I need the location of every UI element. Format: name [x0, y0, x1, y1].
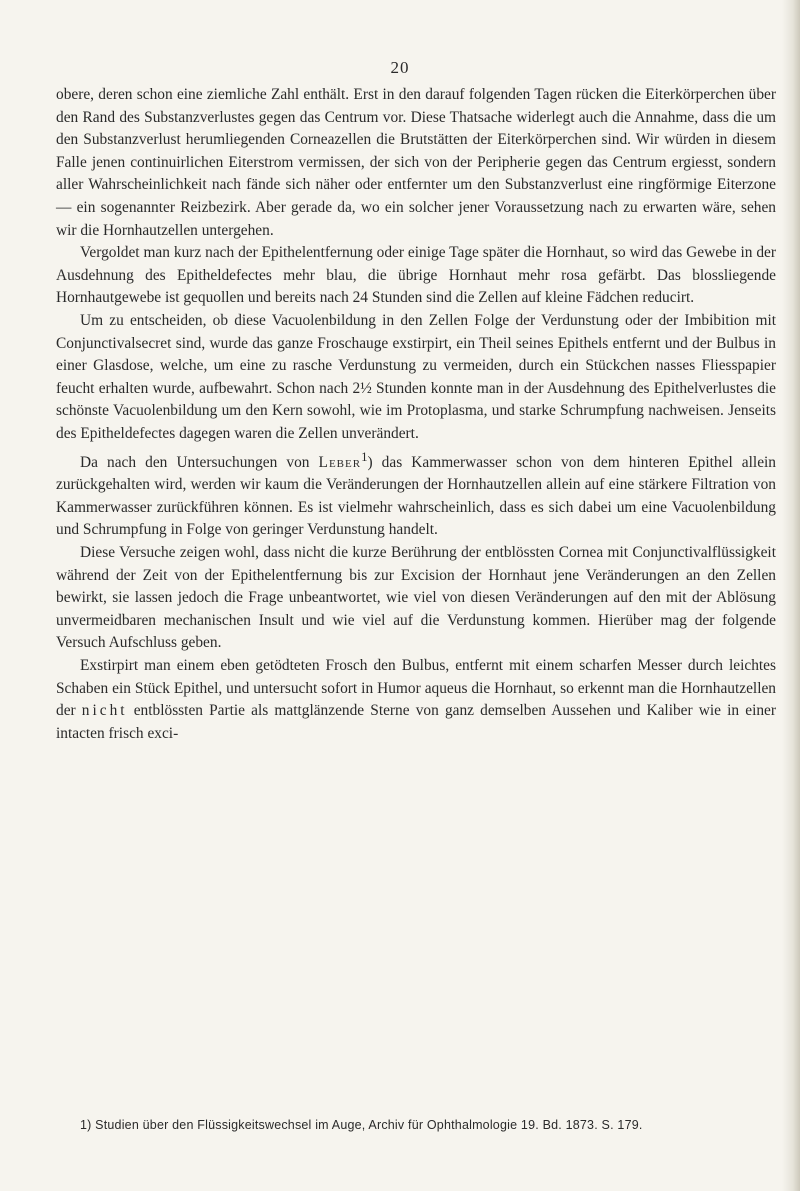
page-number: 20 — [390, 58, 410, 77]
paragraph-3: Um zu entscheiden, ob diese Vacuolenbildung in den Zellen Folge der Verdunstung oder der Imbibition mit Conjunctivalsecret sind, wurde das ganze Froschauge exstirpirt, ein Theil seines Epithels entfernt und der Bulbus in einer Glasdose, welche, um eine zu rasche Verdunstung zu vermeiden, durch ein Stückchen nasses Fliesspapier feucht erhalten wurde, aufbewahrt. Schon nach 2½ Stunden konnte man in der Ausdehnung des Epithelverlustes die schönste Vacuolenbildung um den Kern sowohl, wie im Protoplasma, und starke Schrumpfung nachweisen. Jenseits des Epitheldefectes dagegen waren die Zellen unverändert. — [56, 311, 776, 442]
paragraph-1: obere, deren schon eine ziemliche Zahl enthält. Erst in den darauf folgenden Tagen rücken die Eiterkörperchen über den Rand des Substanzverlustes gegen das Centrum vor. Diese Thatsache widerlegt auch die Annahme, dass die um den Substanzverlust herumliegenden Corneazellen die Brutstätten der Eiterkörperchen sind. Wir würden in diesem Falle jenen continuirlichen Eiterstrom vermissen, der sich von der Peripherie gegen das Centrum ergiesst, sondern aller Wahrscheinlichkeit nach fände sich näher oder entfernter um den Substanzverlust eine ringförmige Eiterzone — ein sogenannter Reizbezirk. Aber gerade da, wo ein solcher jener Voraussetzung nach zu erwarten wäre, sehen wir die Hornhautzellen untergehen. — [56, 86, 776, 239]
paragraph-5: Diese Versuche zeigen wohl, dass nicht die kurze Berührung der entblössten Cornea mit Conjunctivalflüssigkeit während der Zeit von der Epithelentfernung bis zur Excision der Hornhaut jene Veränderungen an den Zellen bewirkt, sie lassen jedoch die Frage unbeantwortet, wie viel von diesen Veränderungen auf den mit der Ablösung unvermeidbaren mechanischen Insult und wie viel auf die Verdunstung kommen. Hierüber mag der folgende Versuch Aufschluss geben. — [56, 544, 776, 652]
paragraph-4 — [56, 446, 776, 543]
paragraph-2: Vergoldet man kurz nach der Epithelentfernung oder einige Tage später die Hornhaut, so wird das Gewebe in der Ausdehnung des Epitheldefectes mehr blau, die übrige Hornhaut mehr rosa gefärbt. Das blossliegende Hornhautgewebe ist gequollen und bereits nach 24 Stunden sind die Zellen auf kleine Fädchen reducirt. — [56, 244, 776, 307]
paragraph-6-text-after: entblössten Partie als mattglänzende Sterne von ganz demselben Aussehen und Kaliber wie in einer intacten frisch exci- — [56, 702, 776, 742]
footnote-mark: 1 — [361, 449, 368, 464]
footnote: 1) Studien über den Flüssigkeitswechsel im Auge, Archiv für Ophthalmologie 19. Bd. 1873. S. 179. — [80, 1118, 643, 1132]
body-text — [56, 84, 776, 745]
paragraph-4-text-before: Da nach den Untersuchungen von — [80, 453, 319, 471]
author-name-leber: Leber — [318, 453, 362, 471]
paragraph-6 — [56, 655, 776, 745]
paragraph-6-text-before: Exstirpirt man einem eben getödteten Frosch den Bulbus, entfernt mit einem scharfen Messer durch leichtes Schaben ein Stück Epithel, und untersucht sofort in Humor aqueus die Hornhaut, so erkennt man die Hornhautzellen der — [56, 656, 776, 720]
page-edge-shadow — [782, 0, 800, 1191]
emphasis-nicht: nicht — [81, 702, 128, 720]
paragraph-4-text-after: ) das Kammerwasser schon von dem hinteren Epithel allein zurückgehalten wird, werden wir kaum die Veränderungen der Hornhautzellen allein auf eine stärkere Filtration von Kammerwasser zurückführen können. Es ist vielmehr wahrscheinlich, dass es sich dabei um eine Vacuolenbildung und Schrumpfung in Folge von geringer Verdunstung handelt. — [56, 453, 776, 539]
